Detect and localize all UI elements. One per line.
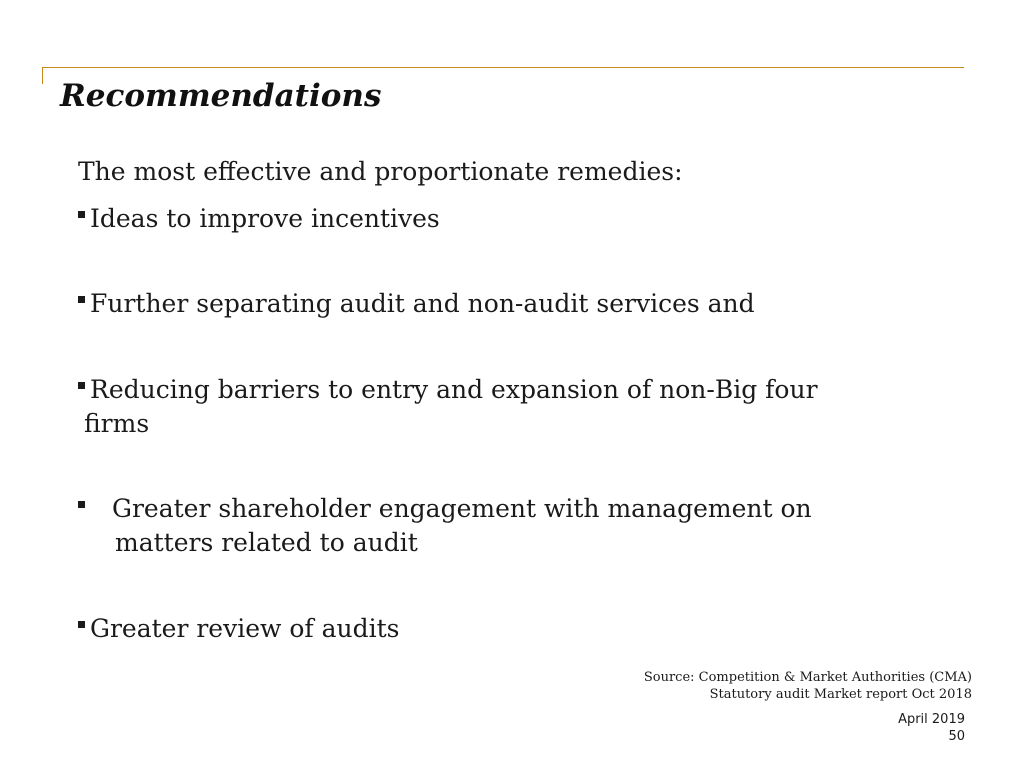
bullet-item-incentives — [78, 202, 440, 236]
source-line-1: Source: Competition & Market Authorities (CMA) — [643, 670, 972, 685]
bullet-text-line-2: firms — [84, 409, 150, 438]
bullet-item-separating-services — [78, 287, 755, 321]
footer-date: April 2019 — [898, 712, 965, 727]
intro-text: The most effective and proportionate remedies: — [78, 157, 683, 186]
square-bullet-icon — [78, 211, 85, 218]
bullet-item-reducing-barriers — [78, 373, 818, 441]
slide-footer — [898, 711, 965, 745]
bullet-item-review-of-audits — [78, 612, 400, 646]
source-line-2: Statutory audit Market report Oct 2018 — [709, 687, 972, 702]
bullet-text: Further separating audit and non-audit services and — [90, 289, 755, 318]
title-corner-mark — [42, 67, 43, 84]
bullet-item-shareholder-engagement — [78, 492, 812, 560]
square-bullet-icon — [78, 382, 85, 389]
square-bullet-icon — [78, 296, 85, 303]
bullet-text-line-2: matters related to audit — [115, 528, 418, 557]
title-divider-line — [42, 67, 964, 68]
page-number: 50 — [948, 729, 965, 744]
bullet-text: Greater review of audits — [90, 614, 400, 643]
slide-title: Recommendations — [60, 78, 382, 114]
bullet-text: Ideas to improve incentives — [90, 204, 440, 233]
bullet-text-line-1: Greater shareholder engagement with management on — [112, 494, 812, 523]
source-citation — [644, 669, 972, 703]
square-bullet-icon — [78, 501, 85, 508]
bullet-text-line-1: Reducing barriers to entry and expansion of non-Big four — [90, 375, 818, 404]
square-bullet-icon — [78, 621, 85, 628]
